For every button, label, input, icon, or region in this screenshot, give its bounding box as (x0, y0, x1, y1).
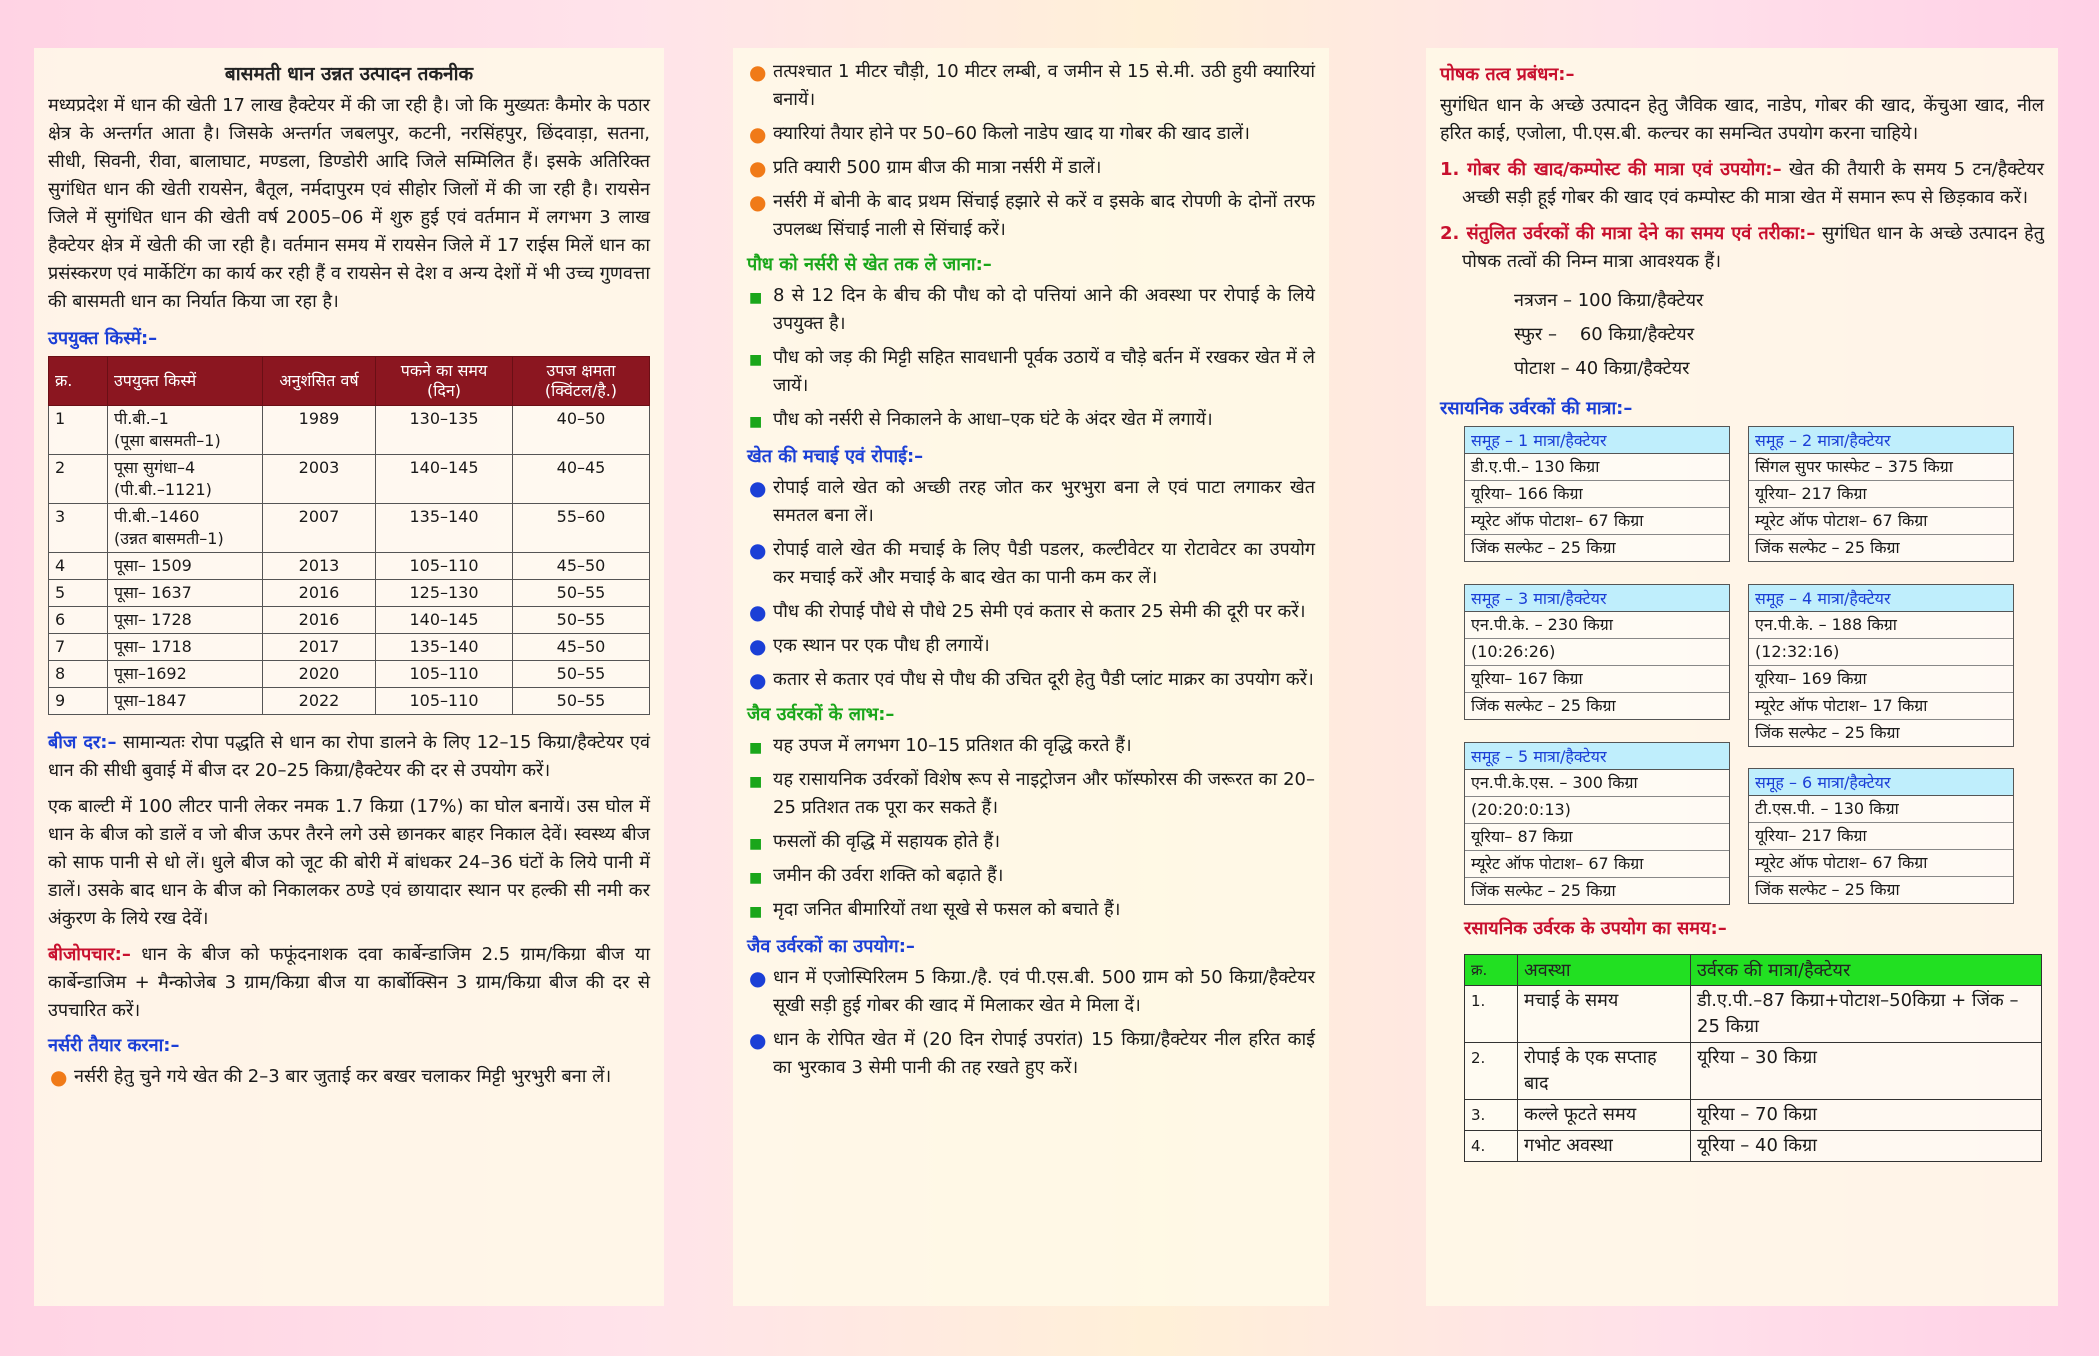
bullet-icon: ■ (749, 352, 763, 368)
days-cell: 105–110 (376, 688, 513, 715)
table-row (1465, 986, 2042, 1043)
variety-name: पी.बी.–1460 (114, 507, 200, 526)
group-item: म्यूरेट ऑफ पोटाश– 67 किग्रा (1749, 508, 2013, 535)
group-title: समूह – 2 मात्रा/हैक्टेयर (1749, 427, 2013, 454)
nutrient-n: नत्रजन – 100 किग्रा/हैक्टेयर (1514, 290, 1704, 311)
yield-cell: 50–55 (513, 661, 650, 688)
variety-cell (108, 607, 263, 634)
list-item-text: मृदा जनित बीमारियों तथा सूखे से फसल को बचाते हैं। (773, 899, 1121, 920)
balanced-text: सुगंधित धान के अच्छे उत्पादन हेतु पोषक तत्वों की निम्न मात्रा आवश्यक हैं। (1462, 223, 2044, 272)
bullet-icon: ● (749, 634, 767, 658)
bullet-icon: ■ (749, 904, 763, 920)
list-item (747, 282, 1315, 338)
days-cell: 130–135 (376, 406, 513, 455)
list-item-text: धान में एजोस्पिरिलम 5 किग्रा./है. एवं पी.एस.बी. 500 ग्राम को 50 किग्रा/हैक्टेयर सूखी सड़ी हुई गोबर की खाद में मिलाकर खेत मे मिला दें। (773, 967, 1315, 1016)
list-item (747, 732, 1315, 760)
list-item (747, 666, 1315, 694)
varieties-heading: उपयुक्त किस्में:– (48, 328, 158, 349)
variety-name: पूसा– 1509 (114, 556, 192, 575)
stage-cell: मचाई के समय (1518, 986, 1691, 1043)
table-row (49, 607, 650, 634)
bio-use-heading: जैव उर्वरकों का उपयोग:– (747, 936, 915, 957)
bullet-icon: ● (749, 600, 767, 624)
bullet-icon: ● (749, 156, 767, 180)
intro-paragraph: मध्यप्रदेश में धान की खेती 17 लाख हैक्टेयर में की जा रही है। जो कि मुख्यतः कैमोर के पठार क्षेत्र के अन्तर्गत आता है। जिसके अन्तर्गत जबलपुर, कटनी, नरसिंहपुर, छिंदवाड़ा, सतना, सीधी, सिवनी, रीवा, बालाघाट, मण्डला, डिण्डोरी आदि जिले सम्मिलित हैं। इसके अतिरिक्त सुगंधित धान की खेती रायसेन, बैतूल, नर्मदापुरम एवं सीहोर जिलों में की जा रही है। रायसेन जिले में सुगंधित धान की खेती वर्ष 2005–06 में शुरु हुई एवं वर्तमान में लगभग 3 लाख हैक्टेयर क्षेत्र में खेती की जा रही है। वर्तमान समय में रायसेन जिले में 17 राईस मिलें धान का प्रसंस्करण एवं मार्केटिंग का कार्य कर रही हैं व रायसेन से देश व अन्य देशों में भी उच्च गुणवत्ता की बासमती धान का निर्यात किया जा रहा है। (48, 95, 650, 312)
list-item-text: एक स्थान पर एक पौध ही लगायें। (773, 635, 990, 656)
group-item: (10:26:26) (1465, 639, 1729, 666)
bio-benefit-heading: जैव उर्वरकों के लाभ:– (747, 704, 895, 725)
variety-name: पूसा– 1728 (114, 610, 192, 629)
days-cell: 140–145 (376, 455, 513, 504)
table-row (1465, 1100, 2042, 1131)
balanced-paragraph (1440, 220, 2044, 276)
group-item: सिंगल सुपर फास्फेट – 375 किग्रा (1749, 454, 2013, 481)
chem-heading: रसायनिक उर्वरकों की मात्रा:– (1440, 398, 1633, 419)
transplant-heading: पौध को नर्सरी से खेत तक ले जाना:– (747, 254, 992, 275)
variety-name: पूसा– 1718 (114, 637, 192, 656)
group-item: जिंक सल्फेट – 25 किग्रा (1755, 723, 1900, 742)
col-header: उपज क्षमता (क्विंटल/है.) (513, 357, 650, 406)
list-item-text: धान के रोपित खेत में (20 दिन रोपाई उपरांत) 15 किग्रा/हैक्टेयर नील हरित काई का भुरकाव 3 सेमी पानी की तह रखते हुए करें। (773, 1029, 1315, 1078)
list-item (747, 188, 1315, 244)
list-item-text: पौध को नर्सरी से निकालने के आधा–एक घंटे के अंदर खेत में लगायें। (773, 409, 1213, 430)
bullet-icon: ■ (749, 290, 763, 306)
variety-name: पी.बी.–1 (114, 409, 169, 428)
list-item-text: पौध की रोपाई पौधे से पौधे 25 सेमी एवं कतार से कतार 25 सेमी की दूरी पर करें। (773, 601, 1306, 622)
stage-cell: रोपाई के एक सप्ताह बाद (1518, 1043, 1691, 1100)
list-item (747, 406, 1315, 434)
seed-rate-label: बीज दर:– (48, 732, 117, 753)
year-cell: 2013 (263, 553, 376, 580)
group-title: समूह – 1 मात्रा/हैक्टेयर (1465, 427, 1729, 454)
list-item (747, 862, 1315, 890)
timing-table (1464, 954, 2042, 1162)
list-item (747, 474, 1315, 530)
list-item (747, 120, 1315, 148)
seed-treatment-text: धान के बीज को फफूंदनाशक दवा कार्बेन्डाजिम 2.5 ग्राम/किग्रा बीज या कार्बेन्डाजिम + मैन्कोजेब 3 ग्राम/किग्रा बीज या कार्बोक्सिन 3 ग्राम/किग्रा बीज की दर से उपचारित करें। (48, 944, 650, 1021)
year-cell: 2022 (263, 688, 376, 715)
nursery-heading: नर्सरी तैयार करना:– (48, 1035, 180, 1056)
variety-cell (108, 580, 263, 607)
bullet-icon: ● (749, 668, 767, 692)
list-item-text: रोपाई वाले खेत को अच्छी तरह जोत कर भुरभुरा बना ले एवं पाटा लगाकर खेत समतल बना लें। (773, 477, 1315, 526)
bullet-icon: ● (749, 190, 767, 214)
table-row (1465, 1131, 2042, 1162)
table-row (49, 553, 650, 580)
varieties-table (48, 356, 650, 715)
fertilizer-group-box (1748, 584, 2014, 747)
group-item: जिंक सल्फेट – 25 किग्रा (1471, 881, 1616, 900)
dose-cell: यूरिया – 70 किग्रा (1691, 1100, 2042, 1131)
variety-name: पूसा– 1637 (114, 583, 192, 602)
bullet-icon: ■ (749, 870, 763, 886)
puddling-heading: खेत की मचाई एवं रोपाई:– (747, 446, 924, 467)
table-row (49, 580, 650, 607)
fertilizer-group-box (1464, 426, 1730, 562)
year-cell: 2017 (263, 634, 376, 661)
yield-cell: 50–55 (513, 607, 650, 634)
yield-cell: 55–60 (513, 504, 650, 553)
puddling-list (747, 474, 1315, 694)
list-item-text: पौध को जड़ की मिट्टी सहित सावधानी पूर्वक उठायें व चौड़े बर्तन में रखकर खेत में ले जायें। (773, 347, 1315, 396)
yield-cell: 45–50 (513, 553, 650, 580)
nutrient-p: स्फुर – 60 किग्रा/हैक्टेयर (1514, 324, 1695, 345)
group-item: (12:32:16) (1749, 639, 2013, 666)
list-item (747, 344, 1315, 400)
row-number: 3 (49, 504, 108, 553)
group-title: समूह – 5 मात्रा/हैक्टेयर (1465, 743, 1729, 770)
nutrient-heading: पोषक तत्व प्रबंधन:– (1440, 64, 1575, 85)
fym-paragraph (1440, 156, 2044, 212)
list-item (747, 598, 1315, 626)
col-header: उर्वरक की मात्रा/हैक्टेयर (1691, 955, 2042, 986)
bullet-icon: ● (749, 476, 767, 500)
group-item: यूरिया– 217 किग्रा (1749, 823, 2013, 850)
dose-cell: यूरिया – 30 किग्रा (1691, 1043, 2042, 1100)
variety-cell (108, 455, 263, 504)
group-item: जिंक सल्फेट – 25 किग्रा (1471, 696, 1616, 715)
yield-cell: 40–50 (513, 406, 650, 455)
group-item: (20:20:0:13) (1465, 797, 1729, 824)
bio-benefit-list (747, 732, 1315, 924)
list-item-text: क्यारियां तैयार होने पर 50–60 किलो नाडेप खाद या गोबर की खाद डालें। (773, 123, 1250, 144)
list-item-text: तत्पश्चात 1 मीटर चौड़ी, 10 मीटर लम्बी, व जमीन से 15 से.मी. उठी हुयी क्यारियां बनायें। (773, 61, 1315, 110)
row-number: 2 (49, 455, 108, 504)
fertilizer-group-box (1748, 426, 2014, 562)
fertilizer-group-box (1464, 742, 1730, 905)
row-number: 3. (1465, 1100, 1518, 1131)
bullet-icon: ● (749, 1028, 767, 1052)
list-item-text: 8 से 12 दिन के बीच की पौध को दो पत्तियां आने की अवस्था पर रोपाई के लिये उपयुक्त है। (773, 285, 1315, 334)
group-item: यूरिया– 87 किग्रा (1465, 824, 1729, 851)
group-item: म्यूरेट ऑफ पोटाश– 67 किग्रा (1749, 850, 2013, 877)
list-item (747, 766, 1315, 822)
bullet-icon: ■ (749, 774, 763, 790)
variety-cell (108, 634, 263, 661)
variety-subname: (पी.बी.–1121) (114, 480, 212, 499)
bullet-icon: ● (749, 538, 767, 562)
group-item: एन.पी.के. – 188 किग्रा (1749, 612, 2013, 639)
table-row (49, 634, 650, 661)
bullet-icon: ■ (749, 414, 763, 430)
yield-cell: 40–45 (513, 455, 650, 504)
group-item: जिंक सल्फेट – 25 किग्रा (1471, 538, 1616, 557)
variety-cell (108, 688, 263, 715)
days-cell: 105–110 (376, 661, 513, 688)
list-item (747, 828, 1315, 856)
group-item: एन.पी.के.एस. – 300 किग्रा (1465, 770, 1729, 797)
group-title: समूह – 4 मात्रा/हैक्टेयर (1749, 585, 2013, 612)
timing-heading: रसायनिक उर्वरक के उपयोग का समय:– (1464, 918, 1727, 939)
list-item-text: कतार से कतार एवं पौध से पौध की उचित दूरी हेतु पैडी प्लांट माक्रर का उपयोग करें। (773, 669, 1314, 690)
middle-panel (733, 48, 1329, 1306)
page-title: बासमती धान उन्नत उत्पादन तकनीक (224, 63, 474, 85)
list-item (747, 58, 1315, 114)
table-row (49, 688, 650, 715)
bullet-icon: ● (749, 60, 767, 84)
list-item-text: नर्सरी में बोनी के बाद प्रथम सिंचाई हझारे से करें व इसके बाद रोपणी के दोनों तरफ उपलब्ध सिंचाई नाली से सिंचाई करें। (773, 191, 1315, 240)
row-number: 6 (49, 607, 108, 634)
year-cell: 2007 (263, 504, 376, 553)
fertilizer-groups (1440, 426, 2044, 906)
yield-cell: 50–55 (513, 688, 650, 715)
fertilizer-group-box (1748, 768, 2014, 904)
list-item (747, 1026, 1315, 1082)
year-cell: 2016 (263, 580, 376, 607)
group-item: यूरिया– 217 किग्रा (1749, 481, 2013, 508)
row-number: 8 (49, 661, 108, 688)
list-item (747, 536, 1315, 592)
table-row (49, 455, 650, 504)
year-cell: 2016 (263, 607, 376, 634)
table-row (49, 661, 650, 688)
seed-rate-paragraph (48, 729, 650, 785)
variety-cell (108, 661, 263, 688)
days-cell: 125–130 (376, 580, 513, 607)
seed-treatment-label: बीजोपचार:– (48, 944, 131, 965)
stage-cell: गभोट अवस्था (1518, 1131, 1691, 1162)
group-item: म्यूरेट ऑफ पोटाश– 67 किग्रा (1465, 851, 1729, 878)
table-row (49, 406, 650, 455)
nutrient-list (1514, 284, 2044, 386)
row-number: 1. (1465, 986, 1518, 1043)
list-item-text: यह रासायनिक उर्वरकों विशेष रूप से नाइट्रोजन और फॉस्फोरस की जरूरत का 20–25 प्रतिशत तक पूरा कर सकते हैं। (773, 769, 1315, 818)
col-header: अवस्था (1518, 955, 1691, 986)
table-row (49, 504, 650, 553)
list-item-text: प्रति क्यारी 500 ग्राम बीज की मात्रा नर्सरी में डालें। (773, 157, 1102, 178)
yield-cell: 45–50 (513, 634, 650, 661)
row-number: 7 (49, 634, 108, 661)
left-panel (34, 48, 664, 1306)
col-header: अनुशंसित वर्ष (263, 357, 376, 406)
group-item: एन.पी.के. – 230 किग्रा (1465, 612, 1729, 639)
variety-subname: (पूसा बासमती–1) (114, 431, 221, 450)
group-item: जिंक सल्फेट – 25 किग्रा (1755, 538, 1900, 557)
list-item (747, 154, 1315, 182)
variety-cell (108, 406, 263, 455)
dose-cell: यूरिया – 40 किग्रा (1691, 1131, 2042, 1162)
group-item: यूरिया– 166 किग्रा (1465, 481, 1729, 508)
row-number: 1 (49, 406, 108, 455)
col-header: क्र. (49, 357, 108, 406)
days-cell: 140–145 (376, 607, 513, 634)
bullet-icon: ■ (749, 740, 763, 756)
list-item (747, 632, 1315, 660)
col-header: क्र. (1465, 955, 1518, 986)
list-item (48, 1063, 650, 1091)
fym-label: 1. गोबर की खाद/कम्पोस्ट की मात्रा एवं उपयोग:– (1440, 159, 1782, 180)
list-item-text: रोपाई वाले खेत की मचाई के लिए पैडी पडलर, कल्टीवेटर या रोटावेटर का उपयोग कर मचाई करें और मचाई के बाद खेत का पानी कम कर लें। (773, 539, 1315, 588)
year-cell: 2020 (263, 661, 376, 688)
bullet-icon: ● (749, 966, 767, 990)
list-item (747, 896, 1315, 924)
bullet-icon: ● (50, 1065, 68, 1089)
transplant-list (747, 282, 1315, 434)
seed-rate-text: सामान्यतः रोपा पद्धति से धान का रोपा डालने के लिए 12–15 किग्रा/हैक्टेयर एवं धान की सीधी बुवाई में बीज दर 20–25 किग्रा/हैक्टेयर की दर से उपयोग करें। (48, 732, 650, 781)
group-item: जिंक सल्फेट – 25 किग्रा (1755, 880, 1900, 899)
group-item: यूरिया– 169 किग्रा (1749, 666, 2013, 693)
bullet-icon: ● (749, 122, 767, 146)
col-header: उपयुक्त किस्में (108, 357, 263, 406)
nutrient-intro: सुगंधित धान के अच्छे उत्पादन हेतु जैविक खाद, नाडेप, गोबर की खाद, केंचुआ खाद, नील हरित काई, एजोला, पी.एस.बी. कल्चर का समन्वित उपयोग करना चाहिये। (1440, 95, 2044, 144)
list-item-text: यह उपज में लगभग 10–15 प्रतिशत की वृद्धि करते हैं। (773, 735, 1132, 756)
dose-cell: डी.ए.पी.–87 किग्रा+पोटाश–50किग्रा + जिंक – 25 किग्रा (1691, 986, 2042, 1043)
group-item: म्यूरेट ऑफ पोटाश– 67 किग्रा (1465, 508, 1729, 535)
row-number: 4 (49, 553, 108, 580)
nursery-list (48, 1063, 650, 1091)
variety-name: पूसा सुगंधा–4 (114, 458, 196, 477)
col-header: पकने का समय (दिन) (376, 357, 513, 406)
list-item-text: फसलों की वृद्धि में सहायक होते हैं। (773, 831, 1001, 852)
bullet-icon: ■ (749, 836, 763, 852)
list-item (747, 964, 1315, 1020)
nursery-list (747, 58, 1315, 244)
variety-name: पूसा–1692 (114, 664, 187, 683)
list-item-text: नर्सरी हेतु चुने गये खेत की 2–3 बार जुताई कर बखर चलाकर मिट्टी भुरभुरी बना लें। (74, 1066, 612, 1087)
bio-use-list (747, 964, 1315, 1082)
seed-treatment-paragraph (48, 941, 650, 1025)
variety-subname: (उन्नत बासमती–1) (114, 529, 224, 548)
days-cell: 135–140 (376, 634, 513, 661)
group-item: यूरिया– 167 किग्रा (1465, 666, 1729, 693)
year-cell: 2003 (263, 455, 376, 504)
row-number: 9 (49, 688, 108, 715)
variety-cell (108, 504, 263, 553)
nutrient-k: पोटाश – 40 किग्रा/हैक्टेयर (1514, 358, 1690, 379)
group-title: समूह – 3 मात्रा/हैक्टेयर (1465, 585, 1729, 612)
fertilizer-group-box (1464, 584, 1730, 720)
yield-cell: 50–55 (513, 580, 650, 607)
stage-cell: कल्ले फूटते समय (1518, 1100, 1691, 1131)
fym-text: खेत की तैयारी के समय 5 टन/हैक्टेयर अच्छी सड़ी हूई गोबर की खाद एवं कम्पोस्ट की मात्रा खेत में समान रूप से छिड़काव करें। (1462, 159, 2044, 208)
group-item: डी.ए.पी.– 130 किग्रा (1465, 454, 1729, 481)
balanced-label: 2. संतुलित उर्वरकों की मात्रा देने का समय एवं तरीका:– (1440, 223, 1816, 244)
group-item: म्यूरेट ऑफ पोटाश– 17 किग्रा (1749, 693, 2013, 720)
list-item-text: जमीन की उर्वरा शक्ति को बढ़ाते हैं। (773, 865, 1004, 886)
row-number: 4. (1465, 1131, 1518, 1162)
right-panel (1426, 48, 2058, 1306)
salt-solution-paragraph: एक बाल्टी में 100 लीटर पानी लेकर नमक 1.7 किग्रा (17%) का घोल बनायें। उस घोल में धान के बीज को डालें व जो बीज ऊपर तैरने लगे उसे छानकर बाहर निकाल देवें। स्वस्थ्य बीज को साफ पानी से धो लें। धुले बीज को जूट की बोरी में बांधकर 24–36 घंटों के लिये पानी में डालें। उसके बाद धान के बीज को निकालकर ठण्डे एवं छायादार स्थान पर हल्की सी नमी कर अंकुरण के लिये रख देवें। (48, 796, 650, 929)
variety-name: पूसा–1847 (114, 691, 187, 710)
days-cell: 105–110 (376, 553, 513, 580)
group-item: टी.एस.पी. – 130 किग्रा (1749, 796, 2013, 823)
variety-cell (108, 553, 263, 580)
row-number: 2. (1465, 1043, 1518, 1100)
group-title: समूह – 6 मात्रा/हैक्टेयर (1749, 769, 2013, 796)
days-cell: 135–140 (376, 504, 513, 553)
table-row (1465, 1043, 2042, 1100)
row-number: 5 (49, 580, 108, 607)
year-cell: 1989 (263, 406, 376, 455)
